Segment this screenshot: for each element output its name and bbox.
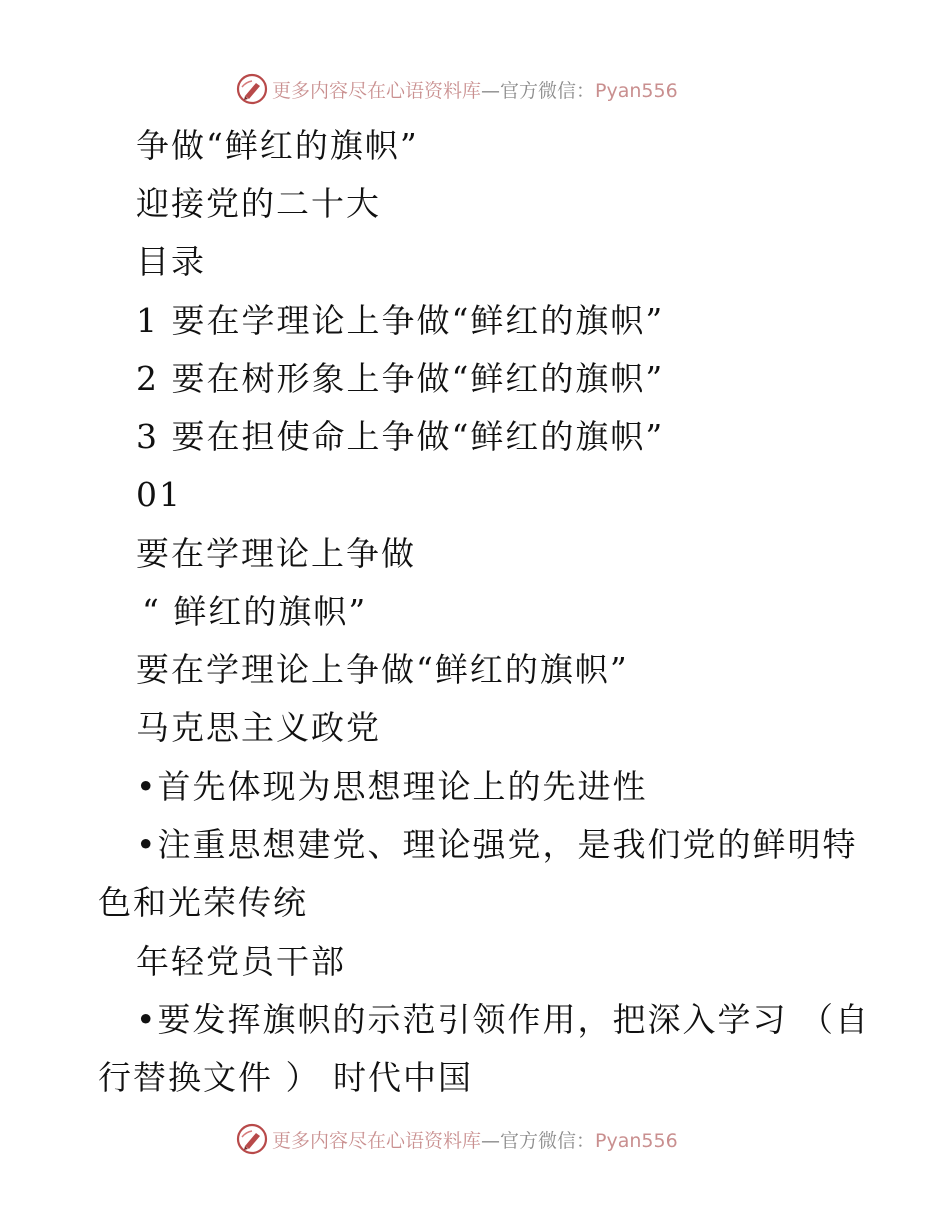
toc-item-1: 1 要在学理论上争做“鲜红的旗帜” [136, 301, 665, 340]
watermark-separator: —官方微信： [481, 1129, 596, 1152]
toc-item-2: 2 要在树形象上争做“鲜红的旗帜” [136, 359, 665, 398]
section-heading-cont: “ 鲜红的旗帜” [142, 592, 368, 631]
watermark-text: 更多内容尽在心语资料库 [272, 79, 482, 102]
subheading-marxist-party: 马克思主义政党 [136, 708, 381, 747]
section-heading: 要在学理论上争做 [136, 534, 416, 573]
pen-logo-icon [236, 73, 268, 105]
bullet-item-2: •注重思想建党、理论强党，是我们党的鲜明特 [136, 825, 858, 864]
footer-watermark [236, 1122, 678, 1156]
subtitle-line: 迎接党的二十大 [136, 184, 381, 223]
pen-logo-icon [236, 1123, 268, 1155]
section-title-line: 要在学理论上争做“鲜红的旗帜” [136, 650, 629, 689]
watermark-text: 更多内容尽在心语资料库 [272, 1129, 482, 1152]
bullet-item-1: •首先体现为思想理论上的先进性 [136, 767, 648, 806]
bullet-item-3-cont: 行替换文件 ） 时代中国 [98, 1058, 473, 1097]
toc-item-3: 3 要在担使命上争做“鲜红的旗帜” [136, 417, 665, 456]
watermark-id: Pyan556 [595, 1129, 678, 1152]
bullet-item-3: •要发挥旗帜的示范引领作用，把深入学习 （自 [136, 1000, 870, 1039]
watermark-separator: —官方微信： [481, 79, 596, 102]
header-watermark [236, 72, 678, 106]
toc-heading: 目录 [136, 242, 206, 281]
subheading-young-cadres: 年轻党员干部 [136, 942, 346, 981]
bullet-item-2-cont: 色和光荣传统 [98, 883, 308, 922]
title-line: 争做“鲜红的旗帜” [136, 126, 419, 165]
section-number: 01 [136, 475, 182, 514]
watermark-id: Pyan556 [595, 79, 678, 102]
